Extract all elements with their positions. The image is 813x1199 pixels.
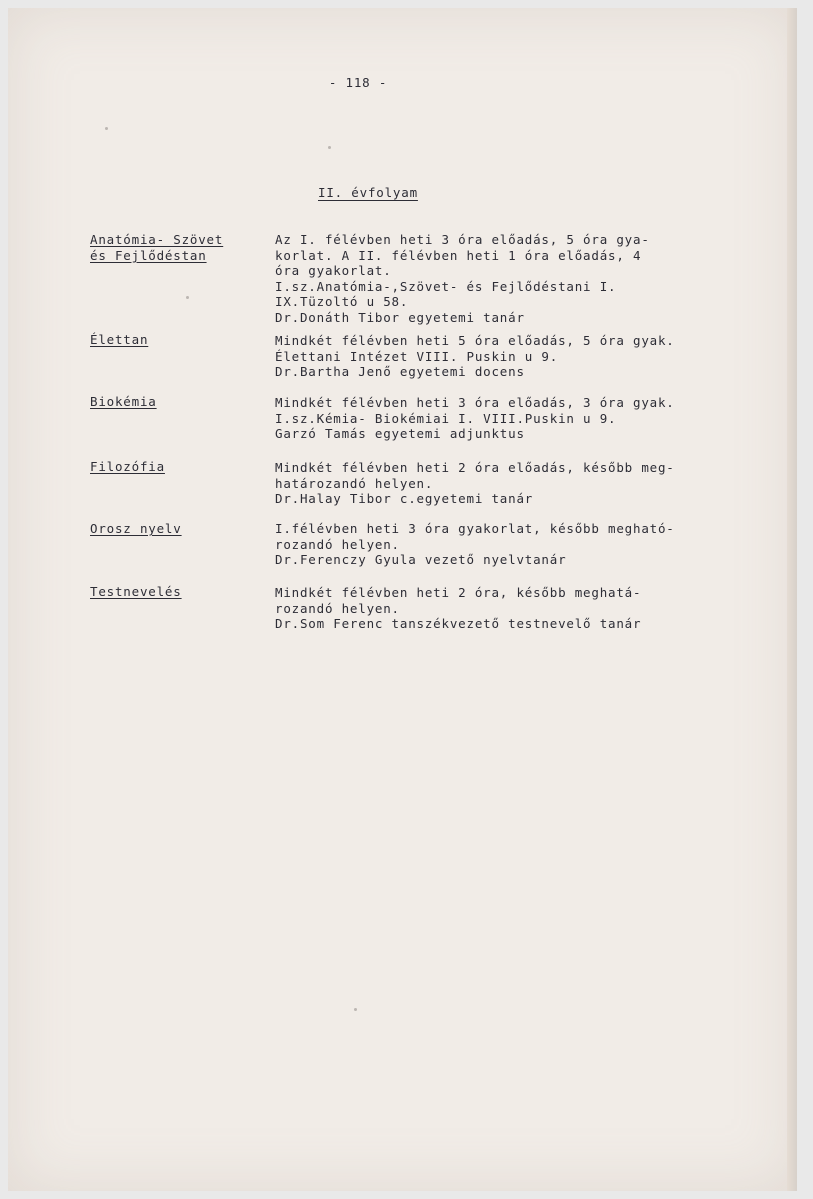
description-line: I.félévben heti 3 óra gyakorlat, később megható- (275, 521, 675, 536)
description-line: Az I. félévben heti 3 óra előadás, 5 óra gya- (275, 232, 650, 247)
description-line: I.sz.Kémia- Biokémiai I. VIII.Puskin u 9. (275, 410, 617, 426)
description-line: Garzó Tamás egyetemi adjunktus (275, 426, 525, 441)
page-number: - 118 - (328, 75, 388, 90)
page-title: II. évfolyam (318, 185, 418, 200)
description-line: Mindkét félévben heti 2 óra előadás, később meg- (275, 460, 675, 475)
description-line: Dr.Som Ferenc tanszékvezető testnevelő tanár (275, 616, 642, 631)
description-line: Dr.Ferenczy Gyula vezető nyelvtanár (275, 552, 567, 567)
description-elettan (275, 333, 745, 380)
subject-elettan (90, 332, 148, 348)
subject-label: Orosz nyelv (90, 521, 182, 536)
subject-label: Élettan (90, 332, 149, 347)
description-line: I.sz.Anatómia-,Szövet- és Fejlődéstani I. (275, 278, 617, 294)
description-filozofia (275, 460, 745, 507)
subject-label: Anatómia- Szövet (90, 232, 224, 247)
subject-orosz-nyelv (90, 521, 182, 537)
description-line: Mindkét félévben heti 5 óra előadás, 5 óra gyak. (275, 333, 675, 348)
description-line: határozandó helyen. (275, 475, 434, 491)
subject-label: Biokémia (90, 394, 157, 409)
description-line: korlat. A II. félévben heti 1 óra előadás, 4 (275, 247, 642, 263)
description-line: Dr.Halay Tibor c.egyetemi tanár (275, 491, 534, 506)
description-line: rozandó helyen. (275, 600, 400, 616)
description-line: óra gyakorlat. (275, 263, 392, 278)
paper-speck (105, 127, 108, 130)
paper-speck (328, 146, 331, 149)
subject-label: Testnevelés (90, 584, 182, 599)
description-orosz-nyelv (275, 521, 745, 568)
paper-speck (354, 1008, 357, 1011)
description-line: Dr.Bartha Jenő egyetemi docens (275, 364, 525, 379)
description-testneveles (275, 585, 745, 632)
subject-filozofia (90, 459, 165, 475)
description-line: Mindkét félévben heti 2 óra, később meghatá- (275, 585, 642, 600)
subject-testneveles (90, 584, 182, 600)
page-spine-shadow (787, 8, 797, 1191)
paper-speck (186, 296, 189, 299)
document-page (8, 8, 797, 1191)
subject-biokemia (90, 394, 157, 410)
description-line: rozandó helyen. (275, 536, 400, 552)
description-line: Dr.Donáth Tibor egyetemi tanár (275, 309, 525, 325)
subject-anatomia (90, 232, 223, 264)
description-line: IX.Tüzoltó u 58. (275, 294, 409, 309)
description-biokemia (275, 395, 745, 442)
description-anatomia (275, 232, 745, 325)
subject-label: és Fejlődéstan (90, 248, 207, 263)
description-line: Élettani Intézet VIII. Puskin u 9. (275, 348, 559, 364)
description-line: Mindkét félévben heti 3 óra előadás, 3 óra gyak. (275, 395, 675, 410)
subject-label: Filozófia (90, 459, 165, 474)
